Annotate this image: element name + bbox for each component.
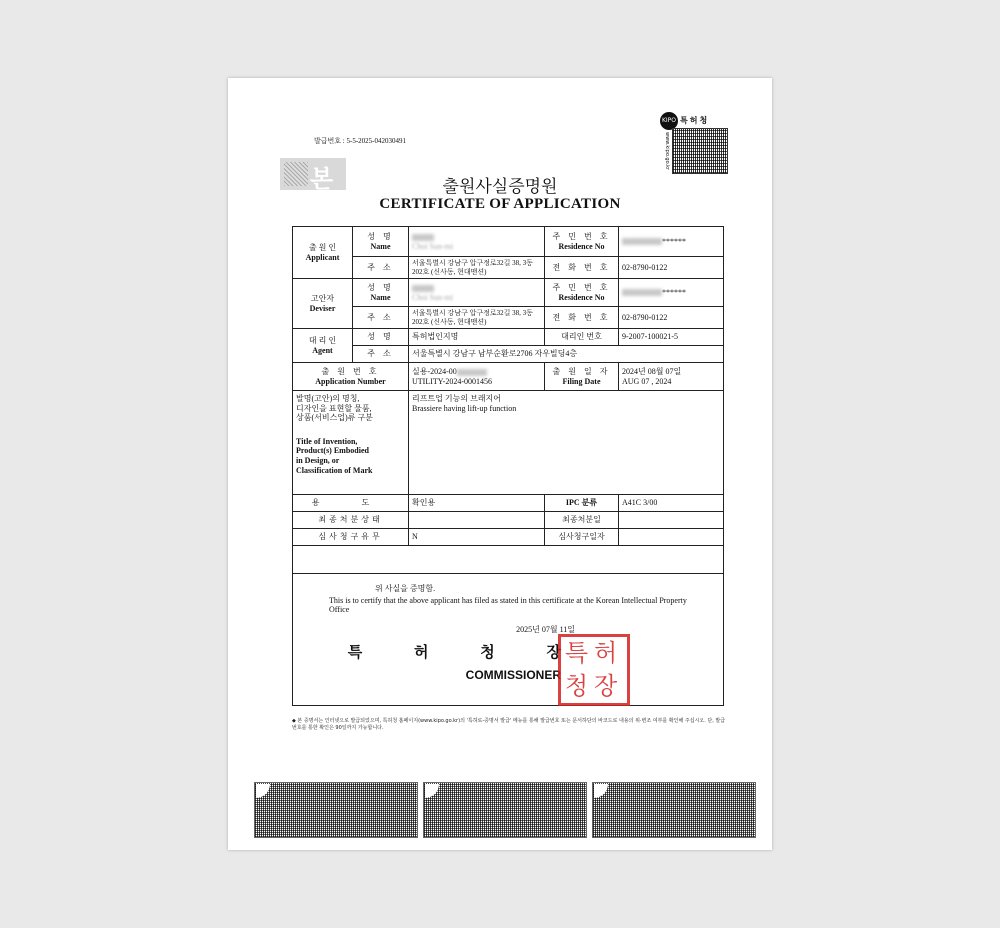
filing-date-label	[545, 363, 619, 391]
invention-label-en-2: Product(s) Embodied	[296, 446, 369, 456]
deviser-phone-label: 전 화 번 호	[545, 307, 619, 329]
purpose-value: 확인용	[409, 495, 545, 512]
barcode-2	[423, 782, 587, 838]
applicant-name-label	[353, 227, 409, 257]
deviser-role-cell	[293, 279, 353, 329]
deviser-address-value: 서울특별시 강남구 압구정로32길 38, 3동 202호 (신사동, 현대맨션)	[409, 307, 545, 329]
applicant-address-value: 서울특별시 강남구 압구정로32길 38, 3동 202호 (신사동, 현대맨션)	[409, 257, 545, 279]
name-label-ko: 성 명	[367, 231, 394, 241]
application-number-row	[293, 363, 724, 391]
kipo-logo	[660, 112, 732, 174]
applicant-name-value	[409, 227, 545, 257]
official-seal-icon: 특허청장	[558, 634, 630, 706]
issue-number: 발급번호 : 5-5-2025-042030491	[314, 137, 406, 145]
final-status-label: 최종처분상태	[293, 512, 409, 529]
deviser-name-value	[409, 279, 545, 307]
filing-date-en: AUG 07 , 2024	[622, 376, 672, 386]
name-label-en: Name	[370, 292, 391, 302]
qr-code-icon	[672, 128, 728, 174]
invention-title-ko: 리프트업 기능의 브래지어	[412, 394, 502, 403]
app-number-en: UTILITY-2024-0001456	[412, 376, 492, 386]
name-label-en: Name	[370, 241, 391, 251]
exam-request-value: N	[409, 529, 545, 546]
applicant-role-en: Applicant	[305, 252, 340, 262]
deviser-name-label	[353, 279, 409, 307]
residence-masked: ******	[662, 236, 686, 246]
certify-ko: 위 사실을 증명함.	[375, 584, 436, 593]
purpose-label: 용 도	[293, 495, 409, 512]
footnote: ◆ 본 증명서는 인터넷으로 발급되었으며, 특허청 홈페이지(www.kipo.go.kr)의 '특허로-증명서 발급' 메뉴를 통해 발급번호 또는 문서하단의 바코드로 내용의 위·변조 여부를 확인해 주십시오. 단, 발급번호를 통한 확인은 90일까지 가능합니다.	[292, 718, 726, 731]
applicant-phone-label: 전 화 번 호	[545, 257, 619, 279]
agent-address-row	[293, 346, 724, 363]
ipc-value: A41C 3/00	[619, 495, 724, 512]
residence-label-ko: 주 민 번 호	[552, 231, 611, 241]
invention-label-ko-3: 상품(서비스업)류 구분	[296, 413, 373, 423]
final-date-value	[619, 512, 724, 529]
exam-request-date-value	[619, 529, 724, 546]
app-number-label-ko: 출 원 번 호	[321, 366, 380, 376]
invention-value	[409, 391, 724, 495]
agent-role-ko: 대 리 인	[308, 335, 337, 345]
final-status-row	[293, 512, 724, 529]
agent-number-label: 대리인 번호	[545, 329, 619, 346]
name-label-ko: 성 명	[367, 282, 394, 292]
barcode-3	[592, 782, 756, 838]
residence-label-en: Residence No	[558, 292, 605, 302]
certify-cell	[293, 574, 724, 706]
agent-address-label: 주 소	[353, 346, 409, 363]
app-number-ko: 실용-2024-00	[412, 366, 457, 376]
invention-label-ko-2: 디자인을 표현할 물품,	[296, 403, 372, 413]
original-char: 본	[310, 165, 334, 193]
applicant-residence-value	[619, 227, 724, 257]
deviser-name-en: Choi Sun-mi	[412, 292, 454, 302]
invention-row	[293, 391, 724, 495]
blank-row	[293, 546, 724, 574]
certificate-table	[292, 226, 724, 706]
agent-role-cell	[293, 329, 353, 363]
redacted-mark	[622, 289, 662, 296]
filing-date-label-en: Filing Date	[562, 376, 601, 386]
exam-request-date-label: 심사청구일자	[545, 529, 619, 546]
kipo-circle-icon: KIPO	[660, 112, 678, 130]
title-english: CERTIFICATE OF APPLICATION	[379, 196, 621, 212]
purpose-row	[293, 495, 724, 512]
residence-masked: ******	[662, 287, 686, 297]
agent-name-label: 성 명	[353, 329, 409, 346]
certificate-page	[228, 78, 772, 850]
agent-role-en: Agent	[312, 345, 333, 355]
ipc-label: IPC 분류	[545, 495, 619, 512]
deviser-role-ko: 고안자	[310, 293, 335, 303]
residence-label-ko: 주 민 번 호	[552, 282, 611, 292]
agent-name-row	[293, 329, 724, 346]
applicant-address-label: 주 소	[353, 257, 409, 279]
kipo-side-text: www.kipo.go.kr	[664, 132, 670, 171]
final-status-value	[409, 512, 545, 529]
deviser-residence-value	[619, 279, 724, 307]
certify-en: This is to certify that the above applicant has filed as stated in this certificate at the Korean Intellectual Property Office	[329, 595, 687, 615]
applicant-role-cell	[293, 227, 353, 279]
applicant-residence-label	[545, 227, 619, 257]
filing-date-label-ko: 출 원 일 자	[552, 366, 611, 376]
agent-name-value: 특허법인지명	[409, 329, 545, 346]
invention-label-en-3: in Design, or	[296, 455, 340, 465]
redacted-mark	[457, 369, 487, 376]
applicant-address-row	[293, 257, 724, 279]
commissioner-ko: 특 허 청 장	[347, 645, 585, 662]
kipo-logo-text: 특허청	[680, 116, 710, 125]
agent-address-value: 서울특별시 강남구 남부순환로2706 자우빌딩4층	[409, 346, 724, 363]
deviser-role-en: Deviser	[309, 303, 336, 313]
applicant-name-en: Choi Sun-mi	[412, 241, 454, 251]
deviser-address-label: 주 소	[353, 307, 409, 329]
filing-date-value	[619, 363, 724, 391]
barcode-1	[254, 782, 418, 838]
deviser-name-row	[293, 279, 724, 307]
deviser-address-row	[293, 307, 724, 329]
blank-cell	[293, 546, 724, 574]
applicant-role-ko: 출 원 인	[308, 242, 337, 252]
residence-label-en: Residence No	[558, 241, 605, 251]
exam-request-row	[293, 529, 724, 546]
title-korean: 출원사실증명원	[442, 177, 558, 197]
invention-label-ko-1: 발명(고안)의 명칭,	[296, 394, 360, 403]
invention-label-en-4: Classification of Mark	[296, 465, 373, 475]
redacted-mark	[412, 234, 434, 241]
certify-date: 2025년 07월 11일	[516, 624, 575, 634]
certify-row	[293, 574, 724, 706]
application-number-label	[293, 363, 409, 391]
applicant-name-row	[293, 227, 724, 257]
exam-request-label: 심사청구유무	[293, 529, 409, 546]
commissioner-en: COMMISSIONER	[465, 668, 561, 683]
deviser-phone-value: 02-8790-0122	[619, 307, 724, 329]
redacted-mark	[412, 285, 434, 292]
invention-label	[293, 391, 409, 495]
app-number-label-en: Application Number	[315, 376, 386, 386]
applicant-phone-value: 02-8790-0122	[619, 257, 724, 279]
deviser-residence-label	[545, 279, 619, 307]
redacted-mark	[622, 238, 662, 245]
invention-label-en-1: Title of Invention,	[296, 436, 358, 446]
invention-title-en: Brassiere having lift-up function	[412, 403, 517, 413]
agent-number-value: 9-2007-100021-5	[619, 329, 724, 346]
filing-date-ko: 2024년 08월 07일	[622, 366, 682, 376]
final-date-label: 최종처분일	[545, 512, 619, 529]
application-number-value	[409, 363, 545, 391]
